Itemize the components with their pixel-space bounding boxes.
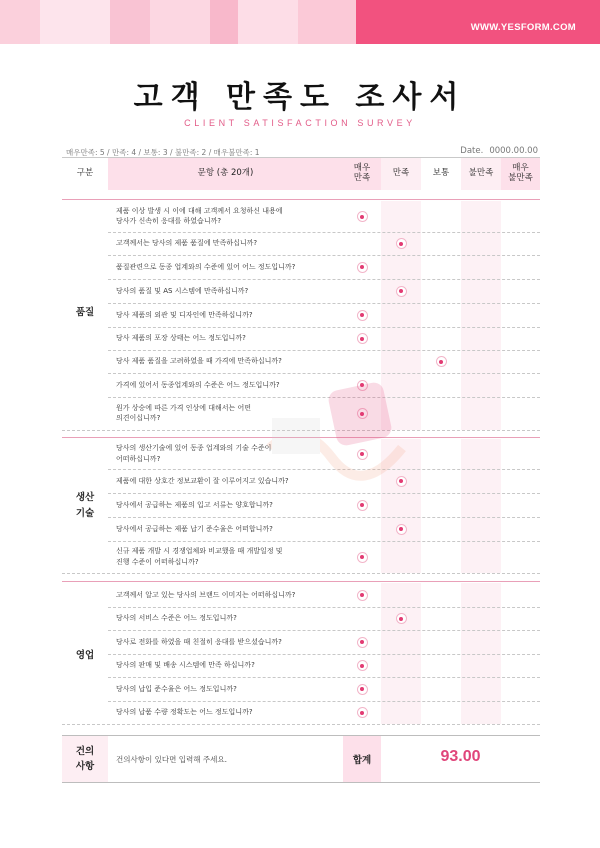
watermark-logo (262, 378, 412, 488)
selected-radio[interactable] (357, 333, 368, 344)
question-text: 당사의 품질 및 AS 시스템에 만족하십니까? (116, 286, 249, 295)
header-very-dissatisfied: 매우 불만족 (501, 158, 540, 190)
selected-radio[interactable] (357, 500, 368, 511)
row-divider (108, 373, 540, 374)
suggestion-label: 건의 사항 (62, 736, 108, 782)
question-text: 당사의 생산기술에 있어 동종 업계와의 기술 수준이 어떠하십니까? (116, 444, 272, 463)
row-divider (108, 350, 540, 351)
suggestion-input[interactable]: 건의사항이 있다면 입력해 주세요. (116, 755, 227, 764)
section-bottom-rule (62, 724, 540, 725)
selected-radio[interactable] (357, 707, 368, 718)
question-text: 당사의 판매 및 배송 시스템에 만족 하십니까? (116, 661, 255, 669)
question-text: 신규 제품 개발 시 경쟁업체와 비교했을 때 개발일정 및 진행 수준이 어떠하십니까? (116, 547, 283, 566)
selected-radio[interactable] (357, 310, 368, 321)
row-divider (108, 232, 540, 233)
question-text: 당사 제품의 포장 상태는 어느 정도입니까? (116, 334, 246, 342)
selected-radio[interactable] (357, 590, 368, 601)
section-rule (62, 581, 540, 582)
selected-radio[interactable] (357, 637, 368, 648)
scale-legend: 매우만족: 5 / 만족: 4 / 보통: 3 / 불만족: 2 / 매우불만족: 1 (66, 148, 260, 157)
header-dissatisfied: 불만족 (461, 158, 501, 190)
question-text: 당사 제품 품질을 고려하였을 때 가격에 만족하십니까? (116, 357, 282, 365)
row-divider (108, 541, 540, 542)
category-quality: 품질 (75, 307, 95, 318)
selected-radio[interactable] (396, 238, 407, 249)
question-text: 당사의 납입 준수율은 어느 정도입니까? (116, 684, 237, 693)
selected-radio[interactable] (357, 660, 368, 671)
selected-radio[interactable] (357, 552, 368, 563)
question-text: 당사 제품의 외관 및 디자인에 만족하십니까? (116, 310, 253, 319)
date-label: Date. (460, 146, 484, 156)
row-divider (108, 303, 540, 304)
page-subtitle: CLIENT SATISFACTION SURVEY (184, 118, 416, 128)
column-shade (461, 201, 501, 430)
question-text: 당사의 납품 수량 정확도는 어느 정도입니까? (116, 708, 253, 716)
page-title: 고객 만족도 조사서 (133, 80, 467, 115)
header-satisfied: 만족 (381, 158, 421, 190)
question-text: 당사로 전화를 하였을 때 친절히 응대를 받으셨습니까? (116, 637, 282, 646)
selected-radio[interactable] (357, 262, 368, 273)
header-question: 문항 (총 20개) (108, 158, 343, 190)
sum-value: 93.00 (440, 748, 481, 765)
date-field[interactable] (460, 146, 538, 156)
site-url[interactable]: WWW.YESFORM.COM (470, 22, 576, 33)
question-text: 고객께서 알고 있는 당사의 브랜드 이미지는 어떠하십니까? (116, 590, 296, 599)
section-bottom-rule (62, 573, 540, 574)
header-normal: 보통 (432, 168, 450, 179)
top-banner (0, 0, 600, 44)
row-divider (108, 255, 540, 256)
row-divider (108, 654, 540, 655)
question-text: 고객께서는 당사의 제품 품질에 만족하십니까? (116, 239, 258, 247)
selected-radio[interactable] (357, 211, 368, 222)
row-divider (108, 630, 540, 631)
question-text: 당사에서 공급하는 제품 납기 준수율은 어떠합니까? (116, 524, 273, 533)
selected-radio[interactable] (396, 286, 407, 297)
row-divider (108, 517, 540, 518)
row-divider (108, 493, 540, 494)
header-very-satisfied: 매우 만족 (343, 158, 381, 190)
row-divider (108, 677, 540, 678)
row-divider (108, 701, 540, 702)
selected-radio[interactable] (436, 356, 447, 367)
date-value[interactable]: 0000.00.00 (489, 146, 538, 156)
category-sales: 영업 (75, 650, 95, 661)
question-text: 제품에 대한 상호간 정보교환이 잘 이루어지고 있습니까? (116, 476, 289, 485)
question-text: 원가 상승에 따른 가격 인상에 대해서는 어떤 의견이십니까? (116, 403, 252, 423)
category-tech: 생산 기술 (75, 492, 95, 520)
sum-label: 합계 (343, 736, 381, 782)
row-divider (108, 607, 540, 608)
question-text: 품질관련으로 동종 업계와의 수준에 있어 어느 정도입니까? (116, 262, 296, 271)
selected-radio[interactable] (396, 524, 407, 535)
selected-radio[interactable] (396, 613, 407, 624)
question-text: 가격에 있어서 동종업계와의 수준은 어느 정도입니까? (116, 380, 280, 389)
question-text: 제품 이상 발생 시 이에 대해 고객께서 요청하신 내용에 당사가 신속히 응대를 하였습니까? (116, 206, 283, 226)
bottom-rule (62, 782, 540, 783)
question-text: 당사의 서비스 수준은 어느 정도입니까? (116, 614, 237, 622)
row-divider (108, 327, 540, 328)
selected-radio[interactable] (357, 684, 368, 695)
column-shade (461, 439, 501, 573)
header-category: 구분 (76, 168, 94, 179)
bottom-top-rule (62, 735, 540, 736)
question-text: 당사에서 공급하는 제품의 입고 서류는 양호합니까? (116, 500, 273, 509)
row-divider (108, 279, 540, 280)
section-rule (62, 199, 540, 200)
